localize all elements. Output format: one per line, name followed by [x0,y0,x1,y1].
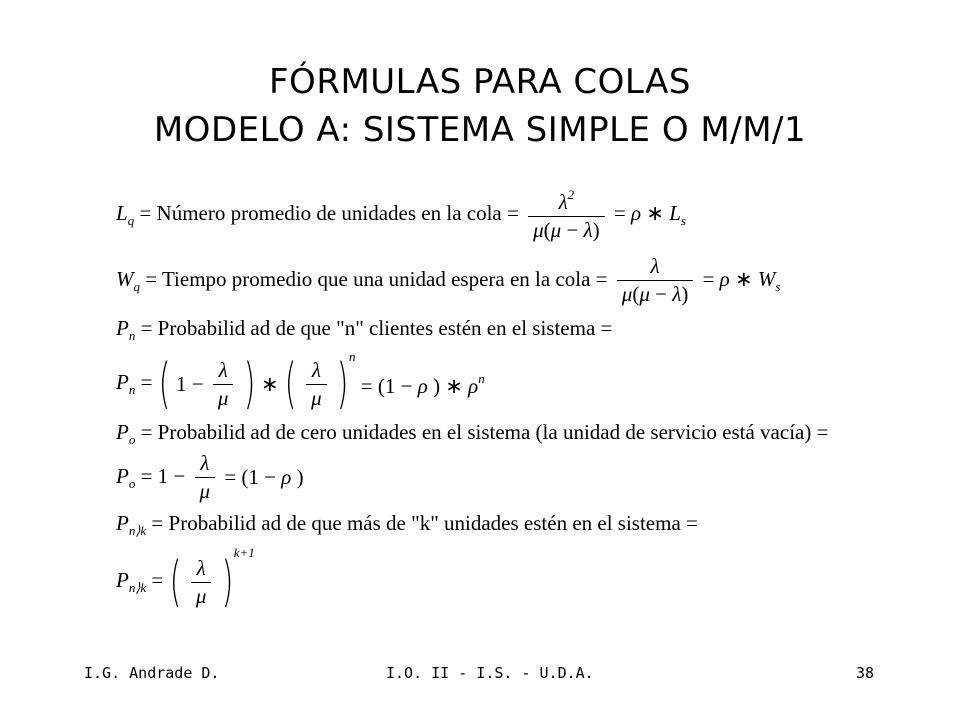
formula-pnk-definition: $P_{n⟩k}$ = Probabilid ad de que más de "k" unidades estén en el sistema = [116,511,698,538]
pnk-description: Probabilid ad de que más de "k" unidades estén en el sistema [168,511,681,535]
slide-title-line-2: MODELO A: SISTEMA SIMPLE O M/M/1 [153,110,807,150]
wq-fraction: $\frac{\lambda}{\mu(\mu - \lambda)}$ [617,256,694,305]
lq-fraction: $\frac{\lambda^2}{\mu(\mu - \lambda)}$ [528,188,605,241]
lq-description: Número promedio de unidades en la cola [156,200,502,225]
footer-course: I.O. II - I.S. - U.D.A. [386,664,594,682]
formula-po-definition: $P_o$ = Probabilid ad de cero unidades en el sistema (la unidad de servicio está vacía) = [116,420,829,447]
footer-author: I.G. Andrade D. [84,664,220,682]
formula-pn-expression: $P_n$ = ( 1 − $\frac{\lambda}{\mu}$ ) ∗ ( $\frac{\lambda}{\mu}$ )$^n$ = (1 − ρ ) ∗ $\rho^n$ [116,349,485,416]
footer-page-number: 38 [856,664,875,682]
formula-po-expression: $P_o = 1$ − $\frac{\lambda}{\mu}$ = (1 − ρ ) [116,451,304,503]
po-description: Probabilid ad de cero unidades en el sistema (la unidad de servicio está vacía) [157,420,812,444]
slide-title-line-1: FÓRMULAS PARA COLAS [269,62,691,102]
pn-description: Probabilid ad de que "n" clientes estén en el sistema [157,316,596,340]
formula-pn-definition: $P_n$ = Probabilid ad de que "n" clientes estén en el sistema = [116,316,613,343]
formula-lq: $L_q$ = Número promedio de unidades en la cola = $\frac{\lambda^2}{\mu(\mu - \lambda)}$ = ρ ∗ $L_s$ [116,187,686,242]
wq-description: Tiempo promedio que una unidad espera en la cola [161,266,591,291]
formula-wq: $W_q$ = Tiempo promedio que una unidad espera en la cola = $\frac{\lambda}{\mu(\mu - \lambda)}$ = ρ ∗ $W_s$ [116,254,781,306]
formula-pnk-expression: $P_{n⟩k}$ = ( $\frac{\lambda}{\mu}$ )$^{k+1}$ [116,545,255,614]
